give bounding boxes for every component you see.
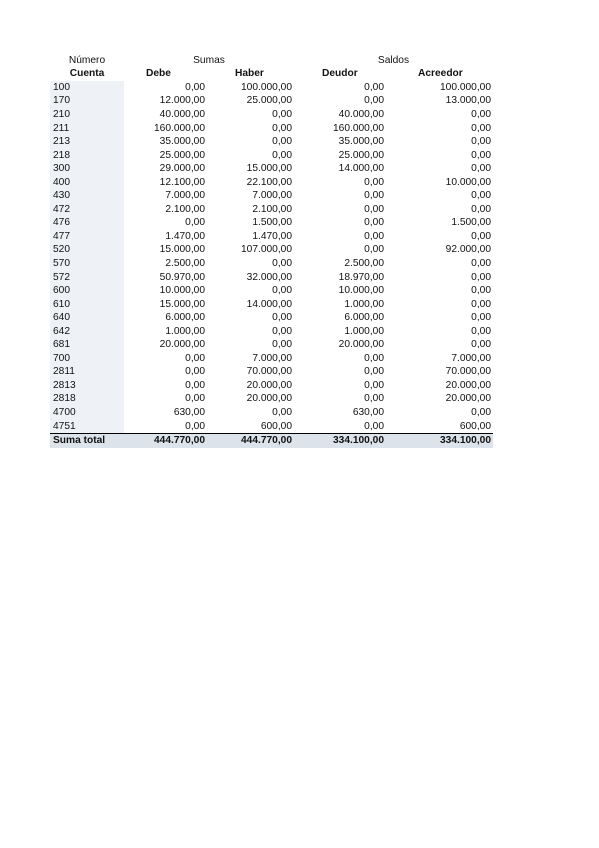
debe-cell: 0,00: [185, 393, 205, 405]
debe-cell: 1.470,00: [165, 230, 205, 242]
table-row: [50, 393, 493, 407]
acreedor-cell: 0,00: [471, 149, 491, 161]
account-number-cell: 572: [50, 271, 124, 285]
table-row: [50, 352, 493, 366]
acreedor-cell: 0,00: [471, 230, 491, 242]
haber-cell: 20.000,00: [246, 393, 292, 405]
deudor-cell: 0,00: [364, 379, 384, 391]
haber-cell: 600,00: [207, 420, 294, 434]
total-haber: 444.770,00: [207, 434, 294, 448]
debe-cell: 6.000,00: [165, 312, 205, 324]
deudor-cell: 0,00: [364, 190, 384, 202]
deudor-cell: 0,00: [364, 352, 384, 364]
acreedor-cell: 13.000,00: [445, 95, 491, 107]
haber-cell: 15.000,00: [246, 163, 292, 175]
acreedor-cell: 0,00: [471, 325, 491, 337]
acreedor-cell: 0,00: [471, 298, 491, 310]
acreedor-cell: 0,00: [471, 122, 491, 134]
deudor-cell: 1.000,00: [344, 298, 384, 310]
haber-cell: 0,00: [272, 136, 292, 148]
table-row: [50, 203, 493, 217]
acreedor-cell: 0,00: [471, 257, 491, 269]
account-number-cell: 681: [50, 338, 124, 352]
deudor-cell: 0,00: [364, 393, 384, 405]
account-number-cell: 430: [50, 189, 124, 203]
account-number-cell: 476: [50, 217, 124, 231]
account-number-cell: 300: [50, 162, 124, 176]
account-number-cell: 640: [50, 311, 124, 325]
total-debe: 444.770,00: [124, 434, 207, 448]
table-row: [50, 81, 493, 95]
debe-cell: 0,00: [185, 379, 205, 391]
debe-cell: 0,00: [185, 352, 205, 364]
deudor-cell: 40.000,00: [338, 108, 384, 120]
acreedor-header: Acreedor: [418, 68, 463, 80]
haber-header: Haber: [235, 68, 264, 80]
deudor-cell: 25.000,00: [338, 149, 384, 161]
debe-cell: 0,00: [185, 217, 205, 229]
debe-cell: 0,00: [185, 366, 205, 378]
acreedor-cell: 0,00: [471, 271, 491, 283]
deudor-cell: 14.000,00: [338, 163, 384, 175]
debe-cell: 10.000,00: [159, 285, 205, 297]
debe-cell: 1.000,00: [165, 325, 205, 337]
account-number-cell: 4751: [50, 420, 124, 434]
debe-cell: 40.000,00: [159, 108, 205, 120]
debe-cell: 0,00: [185, 81, 205, 93]
table-row: [50, 271, 493, 285]
deudor-cell: 0,00: [364, 230, 384, 242]
table-row: [50, 189, 493, 203]
deudor-cell: 10.000,00: [338, 285, 384, 297]
account-number-cell: 4700: [50, 406, 124, 420]
deudor-cell: 0,00: [364, 95, 384, 107]
table-row: [50, 366, 493, 380]
deudor-cell: 0,00: [364, 366, 384, 378]
acreedor-cell: 0,00: [471, 163, 491, 175]
deudor-cell: 0,00: [364, 244, 384, 256]
haber-cell: 2.100,00: [252, 203, 292, 215]
table-row: [50, 122, 493, 136]
deudor-cell: 2.500,00: [344, 257, 384, 269]
account-number-cell: 2818: [50, 393, 124, 407]
haber-cell: 107.000,00: [241, 244, 292, 256]
table-row: [50, 217, 493, 231]
saldos-header: Saldos: [377, 54, 410, 66]
acreedor-cell: 20.000,00: [445, 379, 491, 391]
account-number-cell: 2813: [50, 379, 124, 393]
numero-header: Número: [68, 54, 106, 66]
acreedor-cell: 0,00: [471, 136, 491, 148]
account-number-cell: 472: [50, 203, 124, 217]
haber-cell: 0,00: [272, 406, 292, 418]
debe-cell: 12.000,00: [159, 95, 205, 107]
deudor-cell: 0,00: [364, 217, 384, 229]
total-acreedor: 334.100,00: [386, 434, 493, 448]
acreedor-cell: 92.000,00: [445, 244, 491, 256]
deudor-cell: 0,00: [364, 176, 384, 188]
deudor-cell: 35.000,00: [338, 136, 384, 148]
haber-cell: 0,00: [272, 285, 292, 297]
haber-cell: 0,00: [272, 257, 292, 269]
deudor-header: Deudor: [322, 68, 358, 80]
acreedor-cell: 0,00: [471, 108, 491, 120]
debe-cell: 35.000,00: [159, 136, 205, 148]
account-number-cell: 400: [50, 176, 124, 190]
deudor-cell: 18.970,00: [338, 271, 384, 283]
haber-cell: 32.000,00: [246, 271, 292, 283]
acreedor-cell: 0,00: [471, 312, 491, 324]
debe-cell: 29.000,00: [159, 163, 205, 175]
account-number-cell: 170: [50, 95, 124, 109]
total-label: Suma total: [50, 434, 124, 448]
total-deudor: 334.100,00: [294, 434, 386, 448]
table-row: [50, 230, 493, 244]
account-number-cell: 610: [50, 298, 124, 312]
total-row: [50, 434, 493, 448]
debe-header: Debe: [146, 68, 171, 80]
acreedor-cell: 10.000,00: [445, 176, 491, 188]
acreedor-cell: 600,00: [386, 420, 493, 434]
haber-cell: 14.000,00: [246, 298, 292, 310]
account-number-cell: 210: [50, 108, 124, 122]
debe-cell: 7.000,00: [165, 190, 205, 202]
table-row: [50, 244, 493, 258]
table-row: [50, 135, 493, 149]
debe-cell: 2.500,00: [165, 257, 205, 269]
haber-cell: 1.500,00: [252, 217, 292, 229]
haber-cell: 22.100,00: [246, 176, 292, 188]
table-row: [50, 162, 493, 176]
header-row-columns: [50, 68, 493, 82]
haber-cell: 100.000,00: [241, 81, 292, 93]
account-number-cell: 642: [50, 325, 124, 339]
table-row: [50, 284, 493, 298]
table-row: [50, 95, 493, 109]
account-number-cell: 600: [50, 284, 124, 298]
haber-cell: 0,00: [272, 312, 292, 324]
deudor-cell: 0,00: [364, 81, 384, 93]
table-row: [50, 108, 493, 122]
acreedor-cell: 0,00: [471, 203, 491, 215]
table-row: [50, 406, 493, 420]
acreedor-cell: 1.500,00: [451, 217, 491, 229]
table-row: [50, 379, 493, 393]
deudor-cell: 6.000,00: [344, 312, 384, 324]
debe-cell: 25.000,00: [159, 149, 205, 161]
deudor-cell: 630,00: [352, 406, 384, 418]
trial-balance-sheet: [50, 54, 493, 448]
haber-cell: 20.000,00: [246, 379, 292, 391]
deudor-cell: 20.000,00: [338, 339, 384, 351]
table-body: [50, 81, 493, 434]
table-row: [50, 298, 493, 312]
deudor-cell: 0,00: [364, 203, 384, 215]
acreedor-cell: 7.000,00: [451, 352, 491, 364]
acreedor-cell: 0,00: [471, 190, 491, 202]
debe-cell: 50.970,00: [159, 271, 205, 283]
acreedor-cell: 100.000,00: [440, 81, 491, 93]
debe-cell: 160.000,00: [154, 122, 205, 134]
haber-cell: 25.000,00: [246, 95, 292, 107]
table-row: [50, 325, 493, 339]
acreedor-cell: 0,00: [471, 339, 491, 351]
haber-cell: 1.470,00: [252, 230, 292, 242]
account-number-cell: 211: [50, 122, 124, 136]
debe-cell: 12.100,00: [159, 176, 205, 188]
haber-cell: 7.000,00: [252, 190, 292, 202]
acreedor-cell: 20.000,00: [445, 393, 491, 405]
account-number-cell: 213: [50, 135, 124, 149]
debe-cell: 15.000,00: [159, 298, 205, 310]
account-number-cell: 2811: [50, 366, 124, 380]
table-row: [50, 311, 493, 325]
table-row: [50, 149, 493, 163]
deudor-cell: 0,00: [294, 420, 386, 434]
table-row: [50, 420, 493, 434]
haber-cell: 0,00: [272, 108, 292, 120]
debe-cell: 630,00: [173, 406, 205, 418]
debe-cell: 2.100,00: [165, 203, 205, 215]
deudor-cell: 1.000,00: [344, 325, 384, 337]
account-number-cell: 570: [50, 257, 124, 271]
acreedor-cell: 0,00: [471, 285, 491, 297]
acreedor-cell: 0,00: [471, 406, 491, 418]
header-row-groups: [50, 54, 493, 68]
trial-balance-table: [50, 54, 493, 448]
debe-cell: 20.000,00: [159, 339, 205, 351]
debe-cell: 15.000,00: [159, 244, 205, 256]
haber-cell: 0,00: [272, 325, 292, 337]
account-number-cell: 520: [50, 244, 124, 258]
table-row: [50, 257, 493, 271]
haber-cell: 70.000,00: [246, 366, 292, 378]
sumas-header: Sumas: [193, 54, 225, 66]
haber-cell: 0,00: [272, 122, 292, 134]
table-row: [50, 338, 493, 352]
haber-cell: 7.000,00: [252, 352, 292, 364]
haber-cell: 0,00: [272, 339, 292, 351]
account-number-cell: 218: [50, 149, 124, 163]
account-number-cell: 700: [50, 352, 124, 366]
debe-cell: 0,00: [124, 420, 207, 434]
deudor-cell: 160.000,00: [333, 122, 384, 134]
table-row: [50, 176, 493, 190]
haber-cell: 0,00: [272, 149, 292, 161]
cuenta-header: Cuenta: [69, 68, 105, 80]
account-number-cell: 477: [50, 230, 124, 244]
account-number-cell: 100: [50, 81, 124, 95]
acreedor-cell: 70.000,00: [445, 366, 491, 378]
